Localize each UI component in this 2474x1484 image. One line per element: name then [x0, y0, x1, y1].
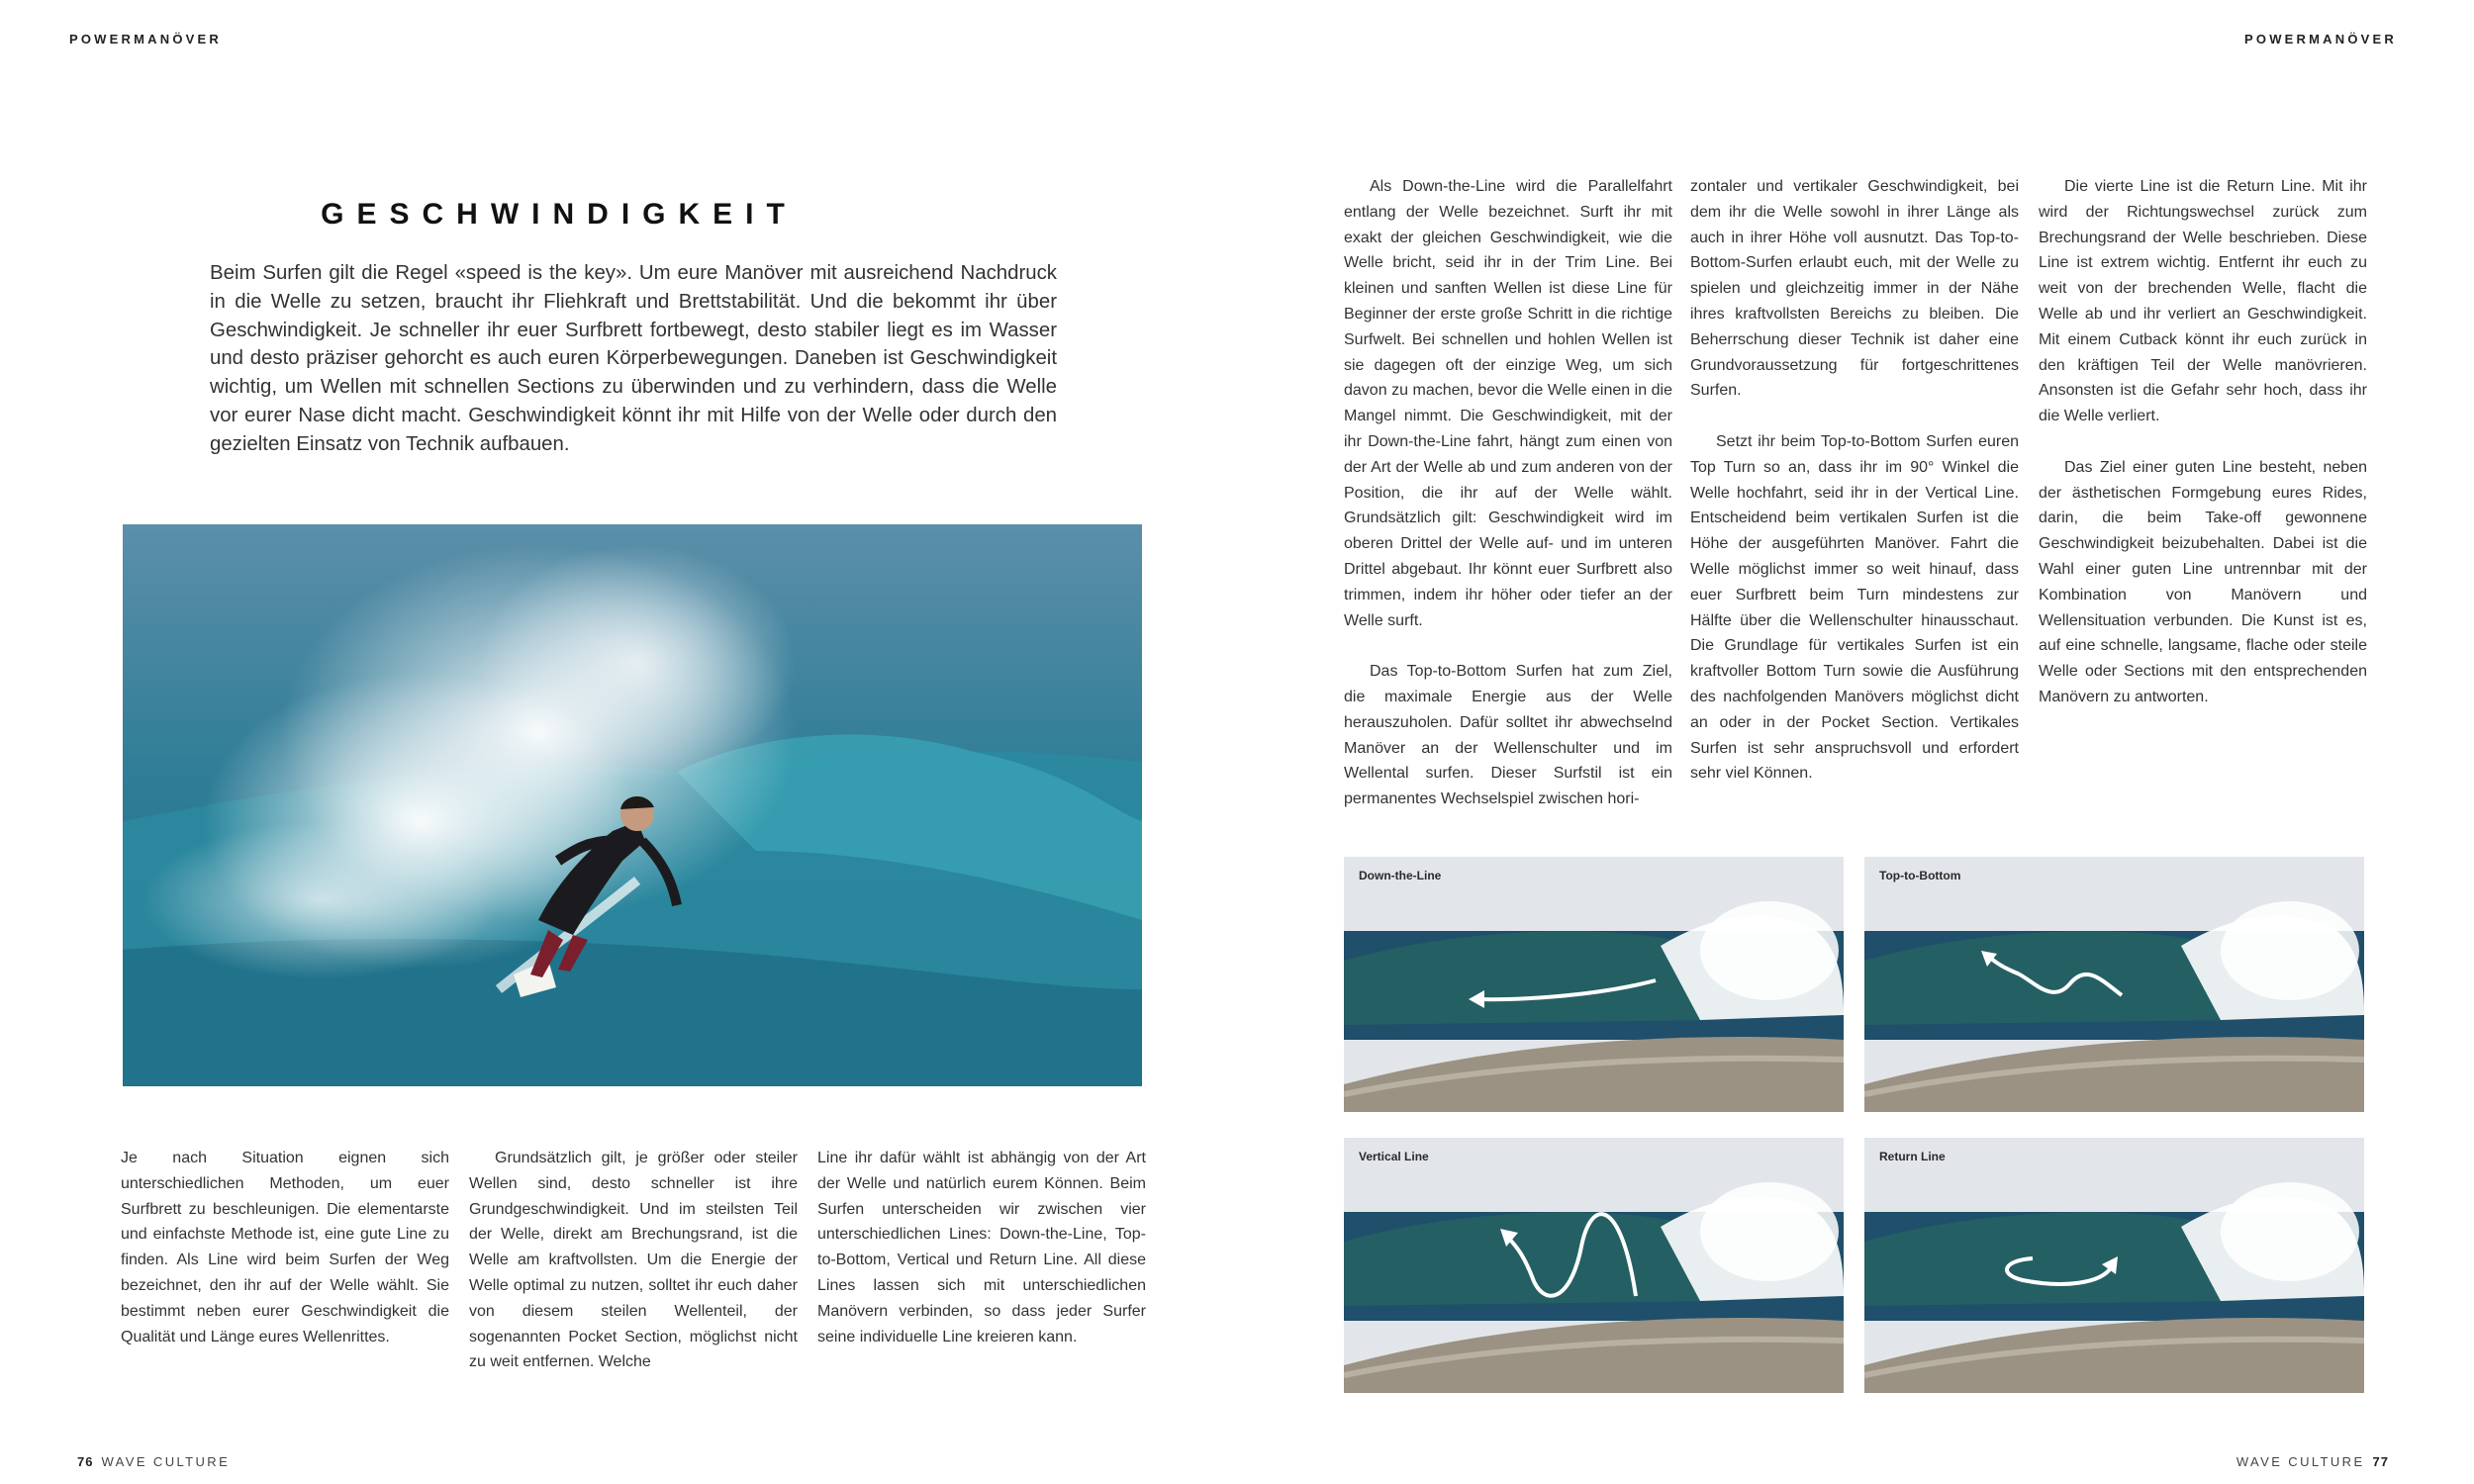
page-title: GESCHWINDIGKEIT [321, 198, 798, 231]
section-name: WAVE CULTURE [101, 1454, 231, 1469]
wave-photo [1864, 1138, 2364, 1393]
panel-label: Vertical Line [1359, 1150, 1429, 1163]
paragraph: Die vierte Line ist die Return Line. Mit ihr wird der Richtungswechsel zurück zum Brechungsrand der Welle beschrieben. Diese Line ist extrem wichtig. Entfernt ihr euch zu weit von der brechenden Welle, flacht die Welle ab und ihr verliert an Geschwindigkeit. Mit einem Cutback könnt ihr euch zurück in den kräftigen Teil der Welle manövrieren. Ansonsten ist die Gefahr sehr hoch, dass ihr die Welle verliert. [2039, 178, 2367, 425]
panel-label: Top-to-Bottom [1879, 869, 1961, 882]
paragraph: Das Ziel einer guten Line besteht, neben der ästhetischen Formgebung eures Rides, darin, die beim Take-off gewonnene Geschwindigkeit beizubehalten. Dabei ist die Wahl einer guten Line untrennbar mit der Kombination von Manövern und Wellensituation verbunden. Die Kunst ist es, auf eine schnelle, langsame, flache oder steile Welle oder Sections mit den entsprechenden Manövern zu antworten. [2039, 458, 2367, 705]
paragraph: Als Down-the-Line wird die Parallelfahrt entlang der Welle bezeichnet. Surft ihr mit exakt der gleichen Geschwindigkeit, wie die Welle bricht, seid ihr in der Trim Line. Bei kleinen und sanften Wellen ist diese Line für Beginner der erste große Schritt in die richtige Surfwelt. Bei schnellen und hohlen Wellen ist sie dagegen oft der einzige Weg, um sich davon zu machen, bevor die Welle einen in die Mangel nimmt. Die Geschwindigkeit, mit der ihr Down-the-Line fahrt, hängt zum einen von der Art der Welle ab und zum anderen von der Position, die ihr auf der Welle wählt. Grundsätzlich gilt: Geschwindigkeit wird im oberen Drittel der Welle auf- und im unteren Drittel abgebaut. Ihr könnt euer Surfbrett also trimmen, indem ihr höher oder tiefer an der Welle surft. [1344, 178, 1672, 629]
surfer-photo [123, 524, 1142, 1086]
wave-photo [1344, 1138, 1844, 1393]
right-column-2 [1690, 174, 2019, 812]
paragraph: Je nach Situation eignen sich unterschiedlichen Methoden, um euer Surfbrett zu beschleunigen. Die elementarste und einfachste Methode ist, eine gute Line zu finden. Als Line wird beim Surfen der Weg bezeichnet, den ihr auf der Welle wählt. Sie bestimmt neben eurer Geschwindigkeit die Qualität und Länge eures Wellenrittes. [121, 1150, 449, 1345]
right-column-1 [1344, 174, 1672, 838]
section-name: WAVE CULTURE [2236, 1454, 2365, 1469]
paragraph: zontaler und vertikaler Geschwindigkeit, bei dem ihr die Welle sowohl in ihrer Länge als auch in ihrer Höhe voll ausnutzt. Das Top-to-Bottom-Surfen erlaubt euch, mit der Welle zu spielen und gleichzeitig immer in der Nähe ihres kraftvollsten Bereichs zu bleiben. Die Beherrschung dieser Technik ist daher eine Grundvoraussetzung für fortgeschrittenes Surfen. [1690, 178, 2019, 400]
paragraph: Setzt ihr beim Top-to-Bottom Surfen euren Top Turn so an, dass ihr im 90° Winkel die Welle hochfahrt, seid ihr in der Vertical Line. Entscheidend beim vertikalen Surfen ist die Höhe der ausgeführten Manöver. Fahrt die Welle möglichst immer so weit hinauf, dass euer Surfbrett beim Turn mindestens zur Hälfte über die Wellenschulter hinausschaut. Die Grundlage für vertikales Surfen ist ein kraftvoller Bottom Turn sowie die Ausführung des nachfolgenden Manövers möglichst dicht an oder in der Pocket Section. Vertikales Surfen ist sehr anspruchsvoll und erfordert sehr viel Können. [1690, 432, 2019, 783]
wave-photo [1344, 857, 1844, 1112]
folio-left [69, 1454, 230, 1469]
left-column-3 [817, 1146, 1146, 1375]
lead-paragraph: Beim Surfen gilt die Regel «speed is the key». Um eure Manöver mit ausreichend Nachdruck in die Welle zu setzen, braucht ihr Fliehkraft und Brettstabilität. Und die bekommt ihr über Geschwindigkeit. Je schneller ihr euer Surfbrett fortbewegt, desto stabiler liegt es im Wasser und desto präziser gehorcht es auch euren Körperbewegungen. Daneben ist Geschwindigkeit wichtig, um Wellen mit schnellen Sections zu überwinden und zu verhindern, dass die Welle vor eurer Nase dicht macht. Geschwindigkeit könnt ihr mit Hilfe von der Welle oder durch den gezielten Einsatz von Technik aufbauen. [210, 262, 1057, 455]
left-column-1 [121, 1146, 449, 1375]
panel-label: Return Line [1879, 1150, 1946, 1163]
right-column-3 [2039, 174, 2367, 736]
panel-down-the-line [1344, 857, 1844, 1112]
paragraph: Das Top-to-Bottom Surfen hat zum Ziel, die maximale Energie aus der Welle herauszuholen. Dafür solltet ihr abwechselnd Manöver an der Wellenschulter und im Wellental surfen. Dieser Surfstil ist ein permanentes Wechselspiel zwischen hori- [1344, 663, 1672, 808]
surfer-illustration [123, 524, 1142, 1086]
page-number: 77 [2372, 1454, 2389, 1469]
paragraph: Grundsätzlich gilt, je größer oder steiler Wellen sind, desto schneller ist ihre Grundgeschwindigkeit. Und im steilsten Teil der Welle, direkt am Brechungsrand, ist die Welle am kraftvollsten. Um die Energie der Welle optimal zu nutzen, solltet ihr euch daher von diesem steilen Wellenteil, der sogenannten Pocket Section, möglichst nicht zu weit entfernen. Welche [469, 1150, 798, 1371]
panel-top-to-bottom [1864, 857, 2364, 1112]
left-column-2 [469, 1146, 798, 1401]
panel-vertical-line [1344, 1138, 1844, 1393]
panel-label: Down-the-Line [1359, 869, 1442, 882]
page-number: 76 [77, 1454, 94, 1469]
panel-return-line [1864, 1138, 2364, 1393]
running-head-left: POWERMANÖVER [69, 32, 222, 46]
paragraph: Line ihr dafür wählt ist abhängig von der Art der Welle und natürlich eurem Können. Beim Surfen unterscheiden wir zwischen vier unterschiedlichen Lines: Down-the-Line, Top-to-Bottom, Vertical und Return Line. All diese Lines lassen sich mit unterschiedlichen Manövern verbinden, so dass jeder Surfer seine individuelle Line kreieren kann. [817, 1150, 1146, 1345]
running-head-right: POWERMANÖVER [2244, 32, 2397, 46]
folio-right [2236, 1454, 2397, 1469]
wave-photo [1864, 857, 2364, 1112]
